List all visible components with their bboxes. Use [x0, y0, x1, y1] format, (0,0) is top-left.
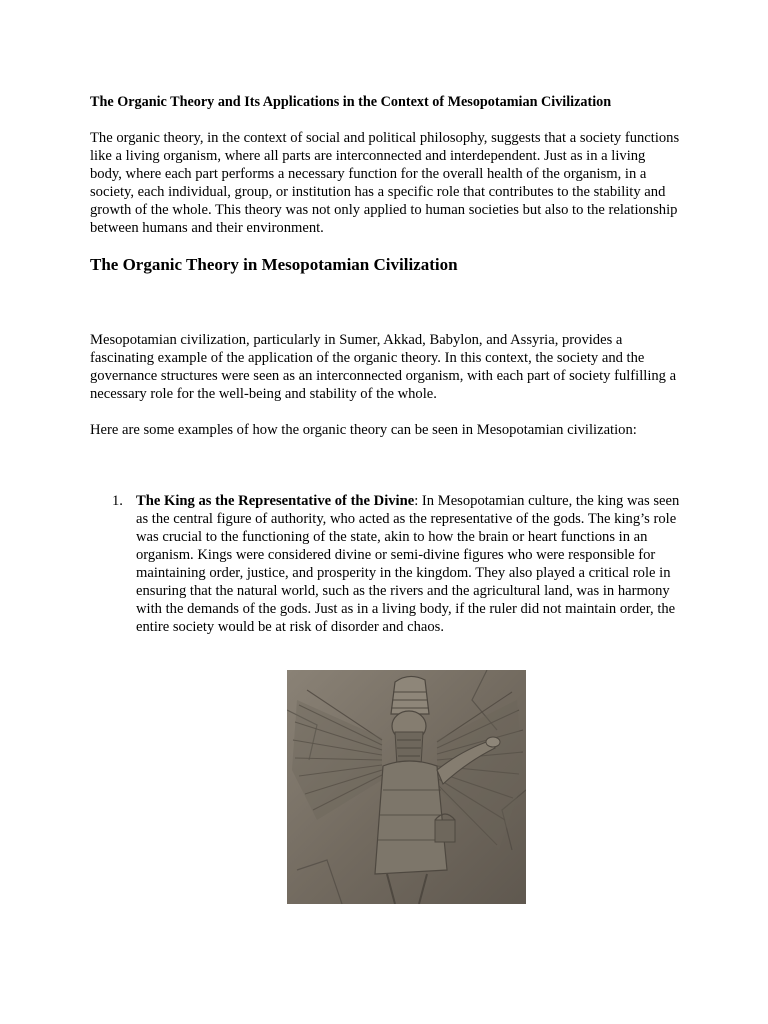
list-item-body — [136, 492, 680, 636]
list-item-term: The King as the Representative of the Divine — [136, 493, 415, 509]
assyrian-relief-image — [287, 670, 526, 904]
relief-illustration — [287, 670, 526, 904]
intro-paragraph: The organic theory, in the context of social and political philosophy, suggests that a society functions like a living organism, where all parts are interconnected and interdependent. Just as in a living body, where each part performs a necessary function for the overall health of the organism, in a society, each individual, group, or institution has a specific role that contributes to the stability and growth of the whole. This theory was not only applied to human societies but also to the relationship between humans and their environment. — [90, 130, 680, 236]
section-heading: The Organic Theory in Mesopotamian Civilization — [90, 255, 458, 274]
examples-intro-paragraph: Here are some examples of how the organic theory can be seen in Mesopotamian civilization: — [90, 422, 637, 438]
mesopotamia-paragraph: Mesopotamian civilization, particularly in Sumer, Akkad, Babylon, and Assyria, provides a fascinating example of the application of the organic theory. In this context, the society and the governance structures were seen as an interconnected organism, with each part of society fulfilling a necessary role for the well-being and stability of the whole. — [90, 332, 677, 402]
list-item-text: : In Mesopotamian culture, the king was seen as the central figure of authority, who acted as the representative of the gods. The king’s role was crucial to the functioning of the state, akin to how the brain or heart functions in an organism. Kings were considered divine or semi-divine figures who were responsible for maintaining order, justice, and prosperity in the kingdom. They also played a critical role in ensuring that the natural world, such as the rivers and the agricultural land, was in harmony with the demands of the gods. Just as in a living body, if the ruler did not maintain order, the entire society would be at risk of disorder and chaos. — [136, 493, 680, 635]
document-title: The Organic Theory and Its Applications in the Context of Mesopotamian Civilization — [90, 94, 612, 110]
list-item-number: 1. — [112, 493, 123, 509]
